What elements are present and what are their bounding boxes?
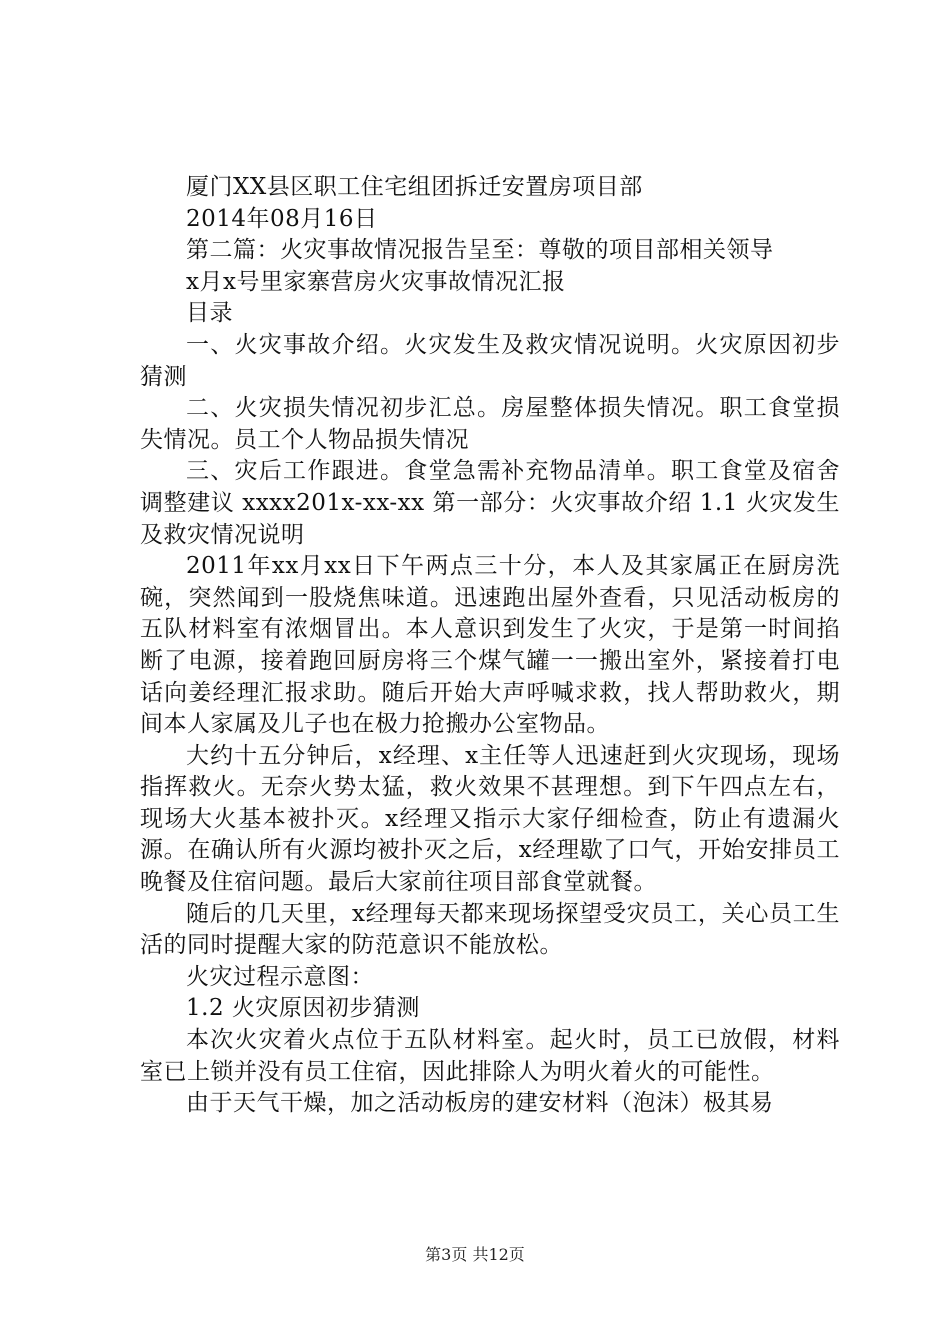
paragraph-body: 由于天气干燥，加之活动板房的建安材料（泡沫）极其易: [186, 1090, 774, 1117]
paragraph-report-title: x月x号里家寨营房火灾事故情况汇报: [186, 268, 566, 295]
paragraph-project-dept: 厦门XX县区职工住宅组团拆迁安置房项目部: [186, 174, 643, 200]
paragraph-toc-item-1: 一、火灾事故介绍。火灾发生及救灾情况说明。火灾原因初步猜测: [140, 331, 840, 390]
paragraph-body: 随后的几天里，x经理每天都来现场探望受灾员工，关心员工生活的同时提醒大家的防范意识不能放松。: [140, 900, 840, 959]
document-body: [140, 172, 840, 1120]
paragraph-toc-item-2: 二、火灾损失情况初步汇总。房屋整体损失情况。职工食堂损失情况。员工个人物品损失情况: [140, 395, 840, 453]
page-number-footer: 第3页 共12页: [425, 1245, 525, 1264]
paragraph-figure-caption: 火灾过程示意图：: [186, 963, 374, 990]
paragraph-body: 2011年xx月xx日下午两点三十分，本人及其家属正在厨房洗碗，突然闻到一股烧焦味道。迅速跑出屋外查看，只见活动板房的五队材料室有浓烟冒出。本人意识到发生了火灾，于是第一时间掐断了电源，接着跑回厨房将三个煤气罐一一搬出室外，紧接着打电话向姜经理汇报求助。随后开始大声呼喊求救，找人帮助救火，期间本人家属及儿子也在极力抢搬办公室物品。: [140, 553, 840, 738]
paragraph-chapter-title: 第二篇：火灾事故情况报告呈至：尊敬的项目部相关领导: [186, 237, 774, 264]
paragraph-section-heading: 1.2 火灾原因初步猜测: [186, 995, 420, 1022]
paragraph-toc-item-3: 三、灾后工作跟进。食堂急需补充物品清单。职工食堂及宿舍调整建议 xxxx201x-xx-xx 第一部分：火灾事故介绍 1.1 火灾发生及救灾情况说明: [140, 458, 840, 548]
paragraph-body: 本次火灾着火点位于五队材料室。起火时，员工已放假，材料室已上锁并没有员工住宿，因此排除人为明火着火的可能性。: [140, 1027, 840, 1085]
paragraph-date: 2014年08月16日: [186, 205, 378, 232]
paragraph-body: 大约十五分钟后，x经理、x主任等人迅速赶到火灾现场，现场指挥救火。无奈火势太猛，救火效果不甚理想。到下午四点左右，现场大火基本被扑灭。x经理又指示大家仔细检查，防止有遗漏火源。在确认所有火源均被扑灭之后，x经理歇了口气，开始安排员工晚餐及住宿问题。最后大家前往项目部食堂就餐。: [140, 742, 840, 896]
paragraph-toc-heading: 目录: [186, 300, 233, 327]
